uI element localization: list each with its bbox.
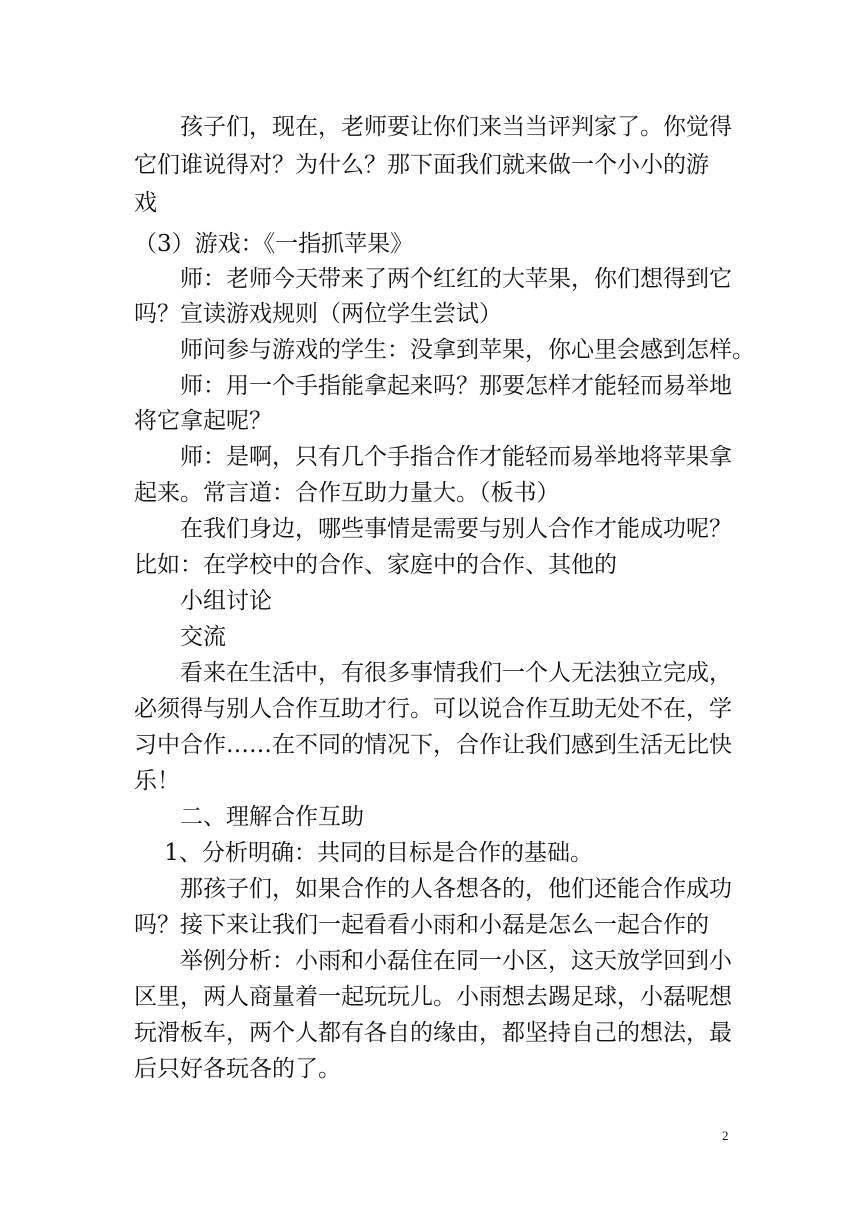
text-line: 那孩子们，如果合作的人各想各的，他们还能合作成功	[134, 876, 732, 902]
text-line: 它们谁说得对？为什么？那下面我们就来做一个小小的游	[134, 152, 709, 178]
text-line: 师：用一个手指能拿起来吗？那要怎样才能轻而易举地	[134, 373, 732, 399]
text-line: 起来。常言道：合作互助力量大。（板书）	[134, 480, 560, 506]
text-line: 玩滑板车，两个人都有各自的缘由，都坚持自己的想法，最	[134, 1020, 732, 1046]
text-line: 举例分析：小雨和小磊住在同一小区，这天放学回到小	[134, 948, 732, 974]
text-line: 师问参与游戏的学生：没拿到苹果，你心里会感到怎样。	[134, 337, 755, 363]
text-line: （3）游戏：《一指抓苹果》	[134, 231, 414, 257]
text-line: 戏	[134, 190, 157, 216]
text-line: 区里，两人商量着一起玩玩儿。小雨想去踢足球，小磊呢想	[134, 984, 732, 1010]
text-line: 习中合作……在不同的情况下，合作让我们感到生活无比快	[134, 732, 732, 758]
text-line: 师：是啊，只有几个手指合作才能轻而易举地将苹果拿	[134, 444, 732, 470]
text-line: 1、分析明确：共同的目标是合作的基础。	[134, 840, 593, 866]
text-line: 孩子们，现在，老师要让你们来当当评判家了。你觉得	[134, 114, 732, 140]
text-line: 吗？宣读游戏规则（两位学生尝试）	[134, 301, 502, 327]
text-line: 乐！	[134, 768, 180, 794]
text-line: 将它拿起呢？	[134, 408, 272, 434]
text-line: 师：老师今天带来了两个红红的大苹果，你们想得到它	[134, 266, 732, 292]
text-line: 交流	[134, 624, 226, 650]
text-line: 后只好各玩各的了。	[134, 1056, 341, 1082]
text-line: 在我们身边，哪些事情是需要与别人合作才能成功呢？	[134, 516, 732, 542]
text-line: 吗？接下来让我们一起看看小雨和小磊是怎么一起合作的	[134, 912, 709, 938]
text-line: 二、理解合作互助	[134, 804, 364, 830]
text-line: 小组讨论	[134, 588, 272, 614]
text-line: 必须得与别人合作互助才行。可以说合作互助无处不在，学	[134, 696, 732, 722]
page-number: 2	[722, 1128, 729, 1143]
text-line: 看来在生活中，有很多事情我们一个人无法独立完成，	[134, 660, 732, 686]
text-line: 比如：在学校中的合作、家庭中的合作、其他的	[134, 552, 617, 578]
